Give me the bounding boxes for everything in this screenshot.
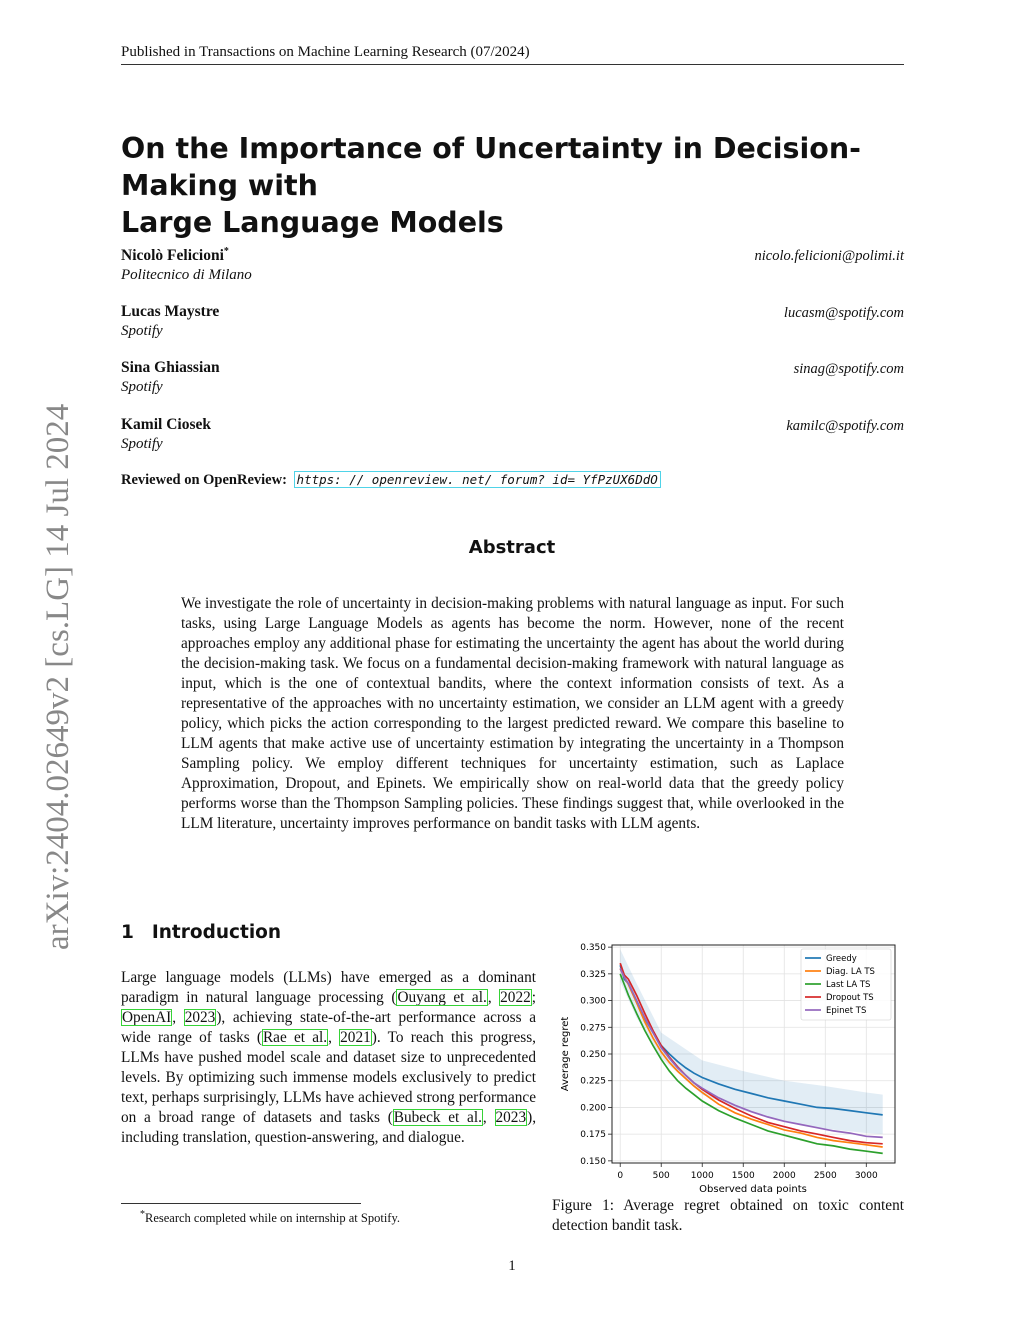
section-number: 1 [121, 922, 134, 943]
intro-paragraph: Large language models (LLMs) have emerged as a dominant paradigm in natural language processing (Ouyang et al., 2022; OpenAI, 2023), achieving state-of-the-art performance across a wide range of tasks (Rae et al., 2021). To reach this progress, LLMs have pushed model scale and dataset size to unprecedented levels. By optimizing such immense models exclusively to predict text, perhaps surprisingly, LLMs have achieved strong performance on a broad range of datasets and tasks (Bubeck et al., 2023), including translation, question-answering, and dialogue. [121, 969, 537, 1146]
x-axis-ticks [617, 1163, 878, 1181]
y-tick-label: 0.200 [580, 1103, 606, 1114]
y-axis-ticks [580, 943, 612, 1167]
author-affiliation: Politecnico di Milano [121, 267, 252, 283]
title-line-1: On the Importance of Uncertainty in Decision-Making with [121, 132, 861, 202]
y-tick-label: 0.175 [580, 1130, 606, 1141]
footnote-mark: * [223, 246, 229, 257]
y-tick-label: 0.225 [580, 1076, 606, 1087]
chart-legend [801, 949, 891, 1020]
citation-link[interactable]: 2022 [500, 989, 531, 1006]
citation-link[interactable]: Ouyang et al. [397, 989, 487, 1006]
author-name: Lucas Maystre [121, 303, 220, 320]
running-head: Published in Transactions on Machine Learning Research (07/2024) [121, 44, 904, 65]
arxiv-id: arXiv:2404.02649v2 [cs.LG] 14 Jul 2024 [40, 403, 76, 950]
y-tick-label: 0.300 [580, 996, 606, 1007]
x-tick-label: 2500 [813, 1171, 837, 1181]
page-number: 1 [508, 1258, 516, 1274]
author-name: Kamil Ciosek [121, 416, 211, 433]
x-tick-label: 3000 [854, 1171, 878, 1181]
section-title: Introduction [151, 922, 282, 943]
author-email[interactable]: kamilc@spotify.com [786, 418, 904, 434]
y-axis-label: Average regret [560, 1016, 571, 1092]
openreview-link[interactable]: https: // openreview. net/ forum? id= YfPzUX6DdO [296, 472, 658, 487]
y-tick-label: 0.275 [580, 1023, 606, 1034]
title-line-2: Large Language Models [121, 206, 504, 239]
footnote: *Research completed while on internship at Spotify. [140, 1209, 401, 1226]
citation-link[interactable]: Rae et al. [262, 1029, 328, 1046]
x-tick-label: 1500 [731, 1171, 755, 1181]
citation-link[interactable]: 2023 [184, 1009, 216, 1026]
abstract-body: We investigate the role of uncertainty in decision-making problems with natural language as input. For such tasks, using Large Language Models as agents has become the norm. However, none of the recent approaches employ any additional phase for estimating the uncertainty the agent has about the world during the decision-making task. We focus on a fundamental decision-making framework with natural language as input, which is the one of contextual bandits, where the context information consists of text. As a representative of the approaches with no uncertainty estimation, we consider an LLM agent with a greedy policy, which picks the action corresponding to the largest predicted reward. We compare this baseline to LLM agents that make active use of uncertainty estimation by integrating the uncertainty in a Thompson Sampling policy. We employ different techniques for uncertainty estimation, such as Laplace Approximation, Dropout, and Epinets. We empirically show on real-world data that the greedy policy performs worse than the Thompson Sampling policies. These findings suggest that, while overlooked in the LLM literature, uncertainty improves performance on bandit tasks with LLM agents. [181, 595, 844, 832]
x-axis-label: Observed data points [699, 1184, 807, 1195]
author-name: Sina Ghiassian [121, 359, 220, 376]
y-tick-label: 0.250 [580, 1050, 606, 1060]
author-email[interactable]: lucasm@spotify.com [783, 305, 904, 321]
x-tick-label: 0 [617, 1171, 624, 1181]
y-tick-label: 0.150 [580, 1156, 606, 1167]
x-tick-label: 500 [652, 1171, 670, 1181]
review-label: Reviewed on OpenReview: [121, 472, 287, 488]
y-tick-label: 0.325 [580, 969, 606, 980]
paper-title [121, 130, 911, 241]
citation-link[interactable]: OpenAI [122, 1009, 172, 1026]
x-tick-label: 2000 [772, 1171, 796, 1181]
y-tick-label: 0.350 [580, 943, 606, 954]
legend-label: Epinet TS [826, 1006, 867, 1016]
author-affiliation: Spotify [121, 379, 163, 395]
citation-link[interactable]: 2023 [495, 1109, 527, 1126]
legend-label: Dropout TS [826, 993, 874, 1003]
legend-label: Greedy [826, 954, 857, 964]
footnote-rule [121, 1203, 361, 1204]
author-email[interactable]: sinag@spotify.com [793, 361, 904, 377]
section-heading [121, 922, 281, 943]
author-affiliation: Spotify [121, 436, 163, 452]
review-line [121, 472, 660, 489]
citation-link[interactable]: 2021 [340, 1029, 371, 1046]
regret-chart [548, 937, 908, 1199]
author-name: Nicolò Felicioni* [121, 246, 229, 265]
abstract-heading: Abstract [468, 537, 556, 558]
author-email[interactable]: nicolo.felicioni@polimi.it [754, 248, 904, 264]
x-tick-label: 1000 [690, 1171, 714, 1181]
author-affiliation: Spotify [121, 323, 163, 339]
citation-link[interactable]: Bubeck et al. [393, 1109, 482, 1126]
legend-label: Last LA TS [826, 980, 871, 990]
legend-label: Diag. LA TS [826, 967, 875, 977]
figure-caption: Figure 1: Average regret obtained on toxic content detection bandit task. [552, 1197, 904, 1234]
